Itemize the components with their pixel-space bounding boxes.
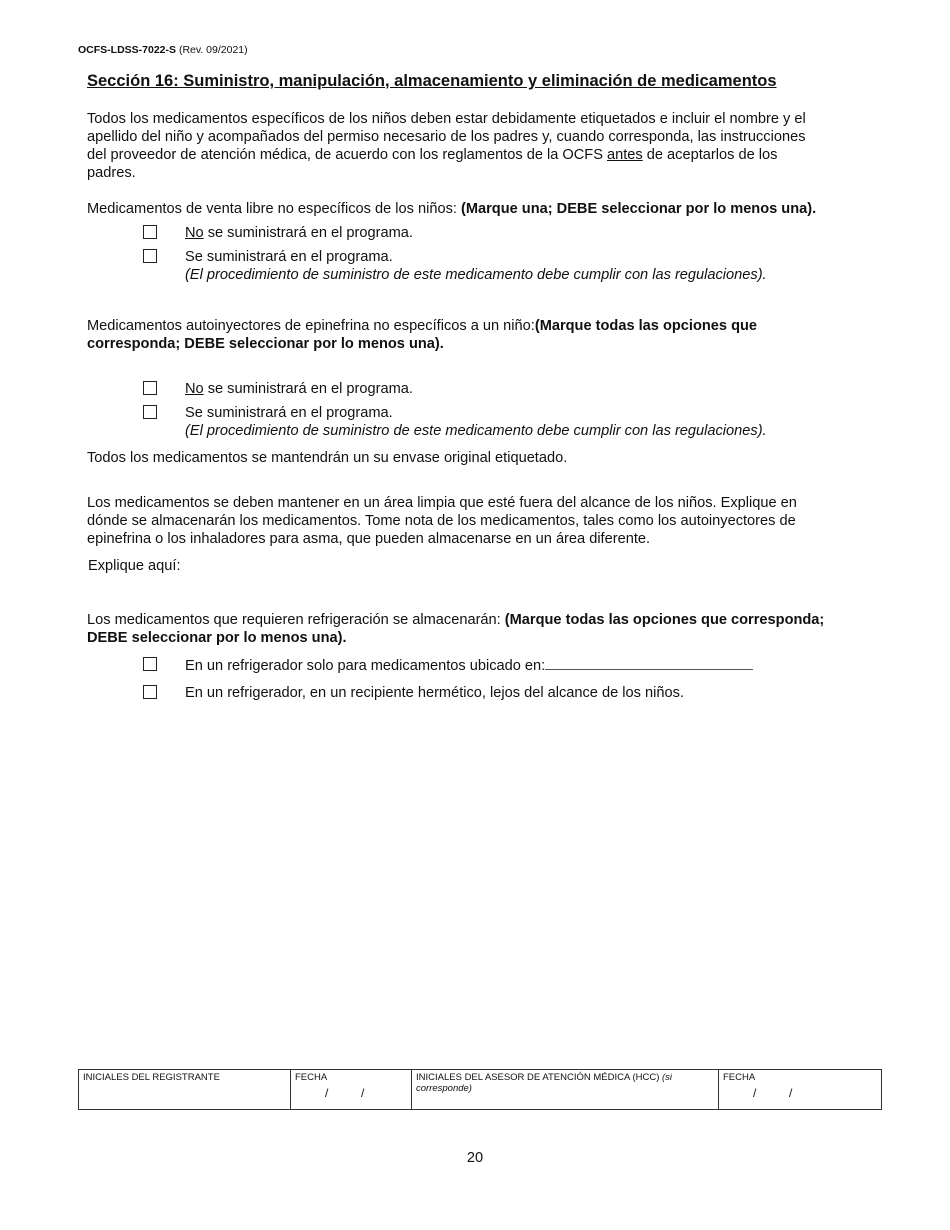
no-word: No <box>185 381 204 397</box>
epi-question-text: Medicamentos autoinyectores de epinefrina no específicos a un niño: <box>87 318 535 334</box>
storage-line: dónde se almacenarán los medicamentos. Tome nota de los medicamentos, tales como los autoinyectores de <box>87 513 796 529</box>
epi-yes-checkbox[interactable] <box>143 405 157 419</box>
explain-field[interactable] <box>200 555 880 577</box>
epi-instruction: corresponda; DEBE seleccionar por lo menos una). <box>87 336 444 352</box>
otc-instruction: (Marque una; DEBE seleccionar por lo menos una). <box>460 201 817 217</box>
epi-yes-label <box>185 404 767 440</box>
storage-line: epinefrina o los inhaladores para asma, que pueden almacenarse en un área diferente. <box>87 531 651 547</box>
intro-line: apellido del niño y acompañados del permiso necesario de los padres y, cuando corresponda, las instrucciones <box>87 129 806 145</box>
option-note: (El procedimiento de suministro de este medicamento debe cumplir con las regulaciones). <box>185 423 767 439</box>
intro-line: padres. <box>87 165 136 181</box>
date-slash: / <box>753 1086 757 1100</box>
option-text: En un refrigerador solo para medicamentos ubicado en: <box>185 658 546 674</box>
option-text: Se suministrará en el programa. <box>185 249 393 265</box>
otc-no-label <box>185 224 413 242</box>
intro-line <box>87 146 877 164</box>
section-title: Sección 16: Suministro, manipulación, almacenamiento y eliminación de medicamentos <box>87 72 777 90</box>
date-slash: / <box>789 1086 793 1100</box>
date-cell-1[interactable] <box>291 1070 412 1110</box>
otc-no-checkbox[interactable] <box>143 225 157 239</box>
initials-table <box>78 1069 882 1110</box>
date-slash: / <box>325 1086 329 1100</box>
page-number: 20 <box>466 1150 484 1166</box>
intro-text: del proveedor de atención médica, de acuerdo con los reglamentos de la OCFS <box>87 147 608 163</box>
registrant-initials-label: INICIALES DEL REGISTRANTE <box>83 1072 220 1083</box>
intro-line: Todos los medicamentos específicos de los niños deben estar debidamente etiquetados e incluir el nombre y el <box>87 111 806 127</box>
location-input-line[interactable] <box>545 656 753 670</box>
date-slash: / <box>361 1086 365 1100</box>
hcc-initials-cell[interactable] <box>412 1070 719 1110</box>
otc-yes-label <box>185 248 767 284</box>
explain-label: Explique aquí: <box>88 558 181 574</box>
registrant-initials-cell[interactable] <box>79 1070 291 1110</box>
dedicated-fridge-label <box>185 656 753 675</box>
epi-question <box>87 317 877 353</box>
form-code <box>78 44 248 56</box>
date-slashes <box>295 1086 407 1100</box>
no-word: No <box>185 225 204 241</box>
intro-paragraph <box>87 110 877 182</box>
refrigeration-question-text: Los medicamentos que requieren refrigeración se almacenarán: <box>87 612 505 628</box>
epi-no-label <box>185 380 413 398</box>
hcc-note: (si corresponde) <box>416 1072 673 1094</box>
refrigeration-instruction: DEBE seleccionar por lo menos una). <box>87 630 347 646</box>
hcc-initials-label: INICIALES DEL ASESOR DE ATENCIÓN MÉDICA (HCC) <box>416 1072 662 1083</box>
storage-line: Los medicamentos se deben mantener en un área limpia que esté fuera del alcance de los niños. Explique en <box>87 495 797 511</box>
date-label: FECHA <box>295 1072 328 1083</box>
airtight-container-checkbox[interactable] <box>143 685 157 699</box>
intro-text: de aceptarlos de los <box>642 147 778 163</box>
option-text: se suministrará en el programa. <box>203 225 413 241</box>
option-text: se suministrará en el programa. <box>203 381 413 397</box>
original-container-statement: Todos los medicamentos se mantendrán un su envase original etiquetado. <box>87 450 568 466</box>
otc-question-text: Medicamentos de venta libre no específicos de los niños: <box>87 201 461 217</box>
form-id: OCFS-LDSS-7022-S <box>78 44 177 56</box>
refrigeration-instruction: (Marque todas las opciones que corresponda; <box>504 612 825 628</box>
refrigeration-question <box>87 611 887 647</box>
storage-paragraph <box>87 494 877 548</box>
date-slashes <box>723 1086 877 1100</box>
dedicated-fridge-checkbox[interactable] <box>143 657 157 671</box>
airtight-container-label: En un refrigerador, en un recipiente hermético, lejos del alcance de los niños. <box>185 685 684 701</box>
otc-question <box>87 200 877 218</box>
epi-instruction: (Marque todas las opciones que <box>534 318 758 334</box>
date-cell-2[interactable] <box>719 1070 882 1110</box>
intro-underlined-word: antes <box>607 147 643 163</box>
option-text: Se suministrará en el programa. <box>185 405 393 421</box>
date-label: FECHA <box>723 1072 756 1083</box>
otc-yes-checkbox[interactable] <box>143 249 157 263</box>
epi-no-checkbox[interactable] <box>143 381 157 395</box>
option-note: (El procedimiento de suministro de este medicamento debe cumplir con las regulaciones). <box>185 267 767 283</box>
form-revision: (Rev. 09/2021) <box>178 44 248 56</box>
